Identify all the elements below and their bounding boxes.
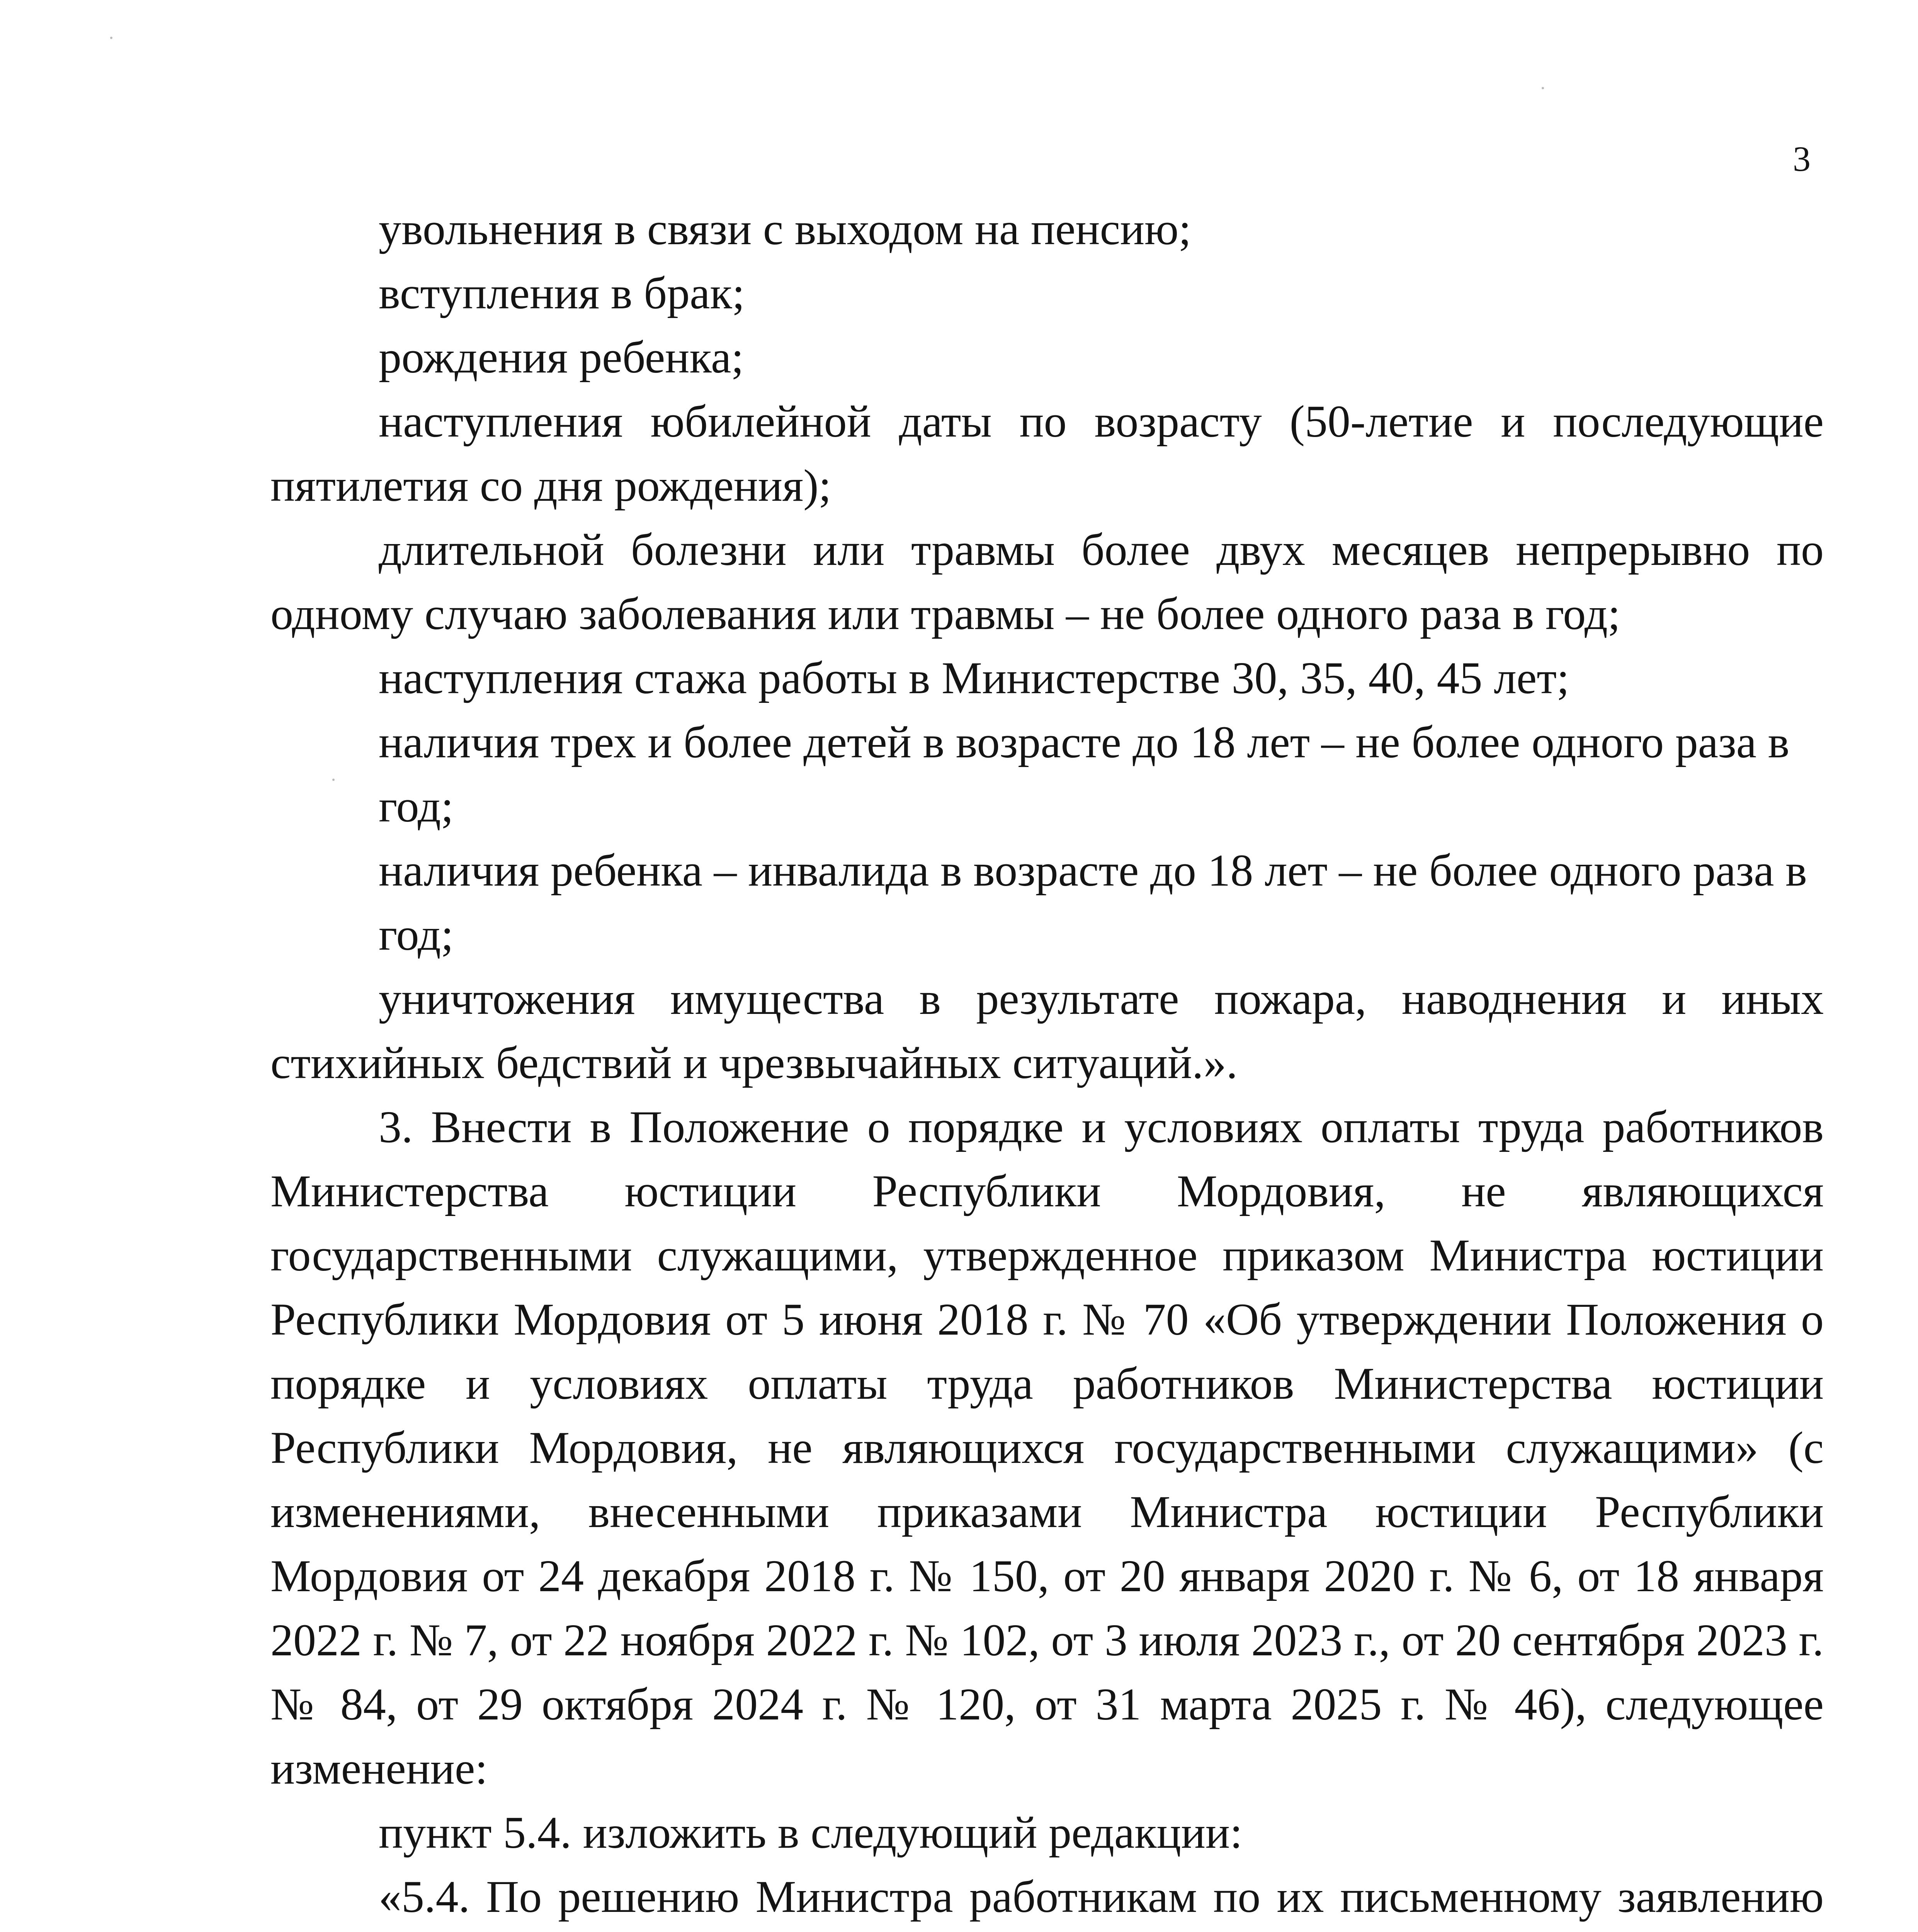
paragraph-retirement: увольнения в связи с выходом на пенсию; <box>379 204 1192 254</box>
paragraph-clause-5-4: «5.4. По решению Министра работникам по их письменному заявлению <box>379 1871 1824 1922</box>
document-body <box>270 197 1824 1932</box>
scan-speck <box>110 37 112 39</box>
paragraph-long-illness: длительной болезни или травмы более двух месяцев непрерывно по одному случаю заболевания или травмы – не более одного раза в год; <box>270 524 1824 639</box>
paragraph-disabled-child: наличия ребенка – инвалида в возрасте до 18 лет – не более одного раза в год; <box>379 845 1807 960</box>
paragraph-childbirth: рождения ребенка; <box>379 332 744 383</box>
paragraph-clause-5-4-intro: пункт 5.4. изложить в следующий редакции: <box>379 1807 1243 1858</box>
paragraph-property-destruction: уничтожения имущества в результате пожара, наводнения и иных стихийных бедствий и чрезвычайных ситуаций.». <box>270 973 1824 1088</box>
paragraph-marriage: вступления в брак; <box>379 268 745 318</box>
paragraph-three-children: наличия трех и более детей в возрасте до 18 лет – не более одного раза в год; <box>379 717 1790 832</box>
scan-speck <box>1542 87 1544 89</box>
paragraph-section-3: 3. Внести в Положение о порядке и условиях оплаты труда работников Министерства юстиции Республики Мордовия, не являющихся государственными служащими, утвержденное приказом Министра юстиции Республики Мордовия от 5 июня 2018 г. № 70 «Об утверждении Положения о порядке и условиях оплаты труда работников Министерства юстиции Республики Мордовия, не являющихся государственными служащими» (с изменениями, внесенными приказами Министра юстиции Республики Мордовия от 24 декабря 2018 г. № 150, от 20 января 2020 г. № 6, от 18 января 2022 г. № 7, от 22 ноября 2022 г. № 102, от 3 июля 2023 г., от 20 сентября 2023 г. № 84, от 29 октября 2024 г. № 120, от 31 марта 2025 г. № 46), следующее изменение: <box>270 1102 1824 1794</box>
paragraph-work-experience: наступления стажа работы в Министерстве 30, 35, 40, 45 лет; <box>379 653 1569 703</box>
paragraph-anniversary: наступления юбилейной даты по возрасту (50-летие и последующие пятилетия со дня рождения); <box>270 396 1824 511</box>
page-number: 3 <box>1793 139 1811 179</box>
